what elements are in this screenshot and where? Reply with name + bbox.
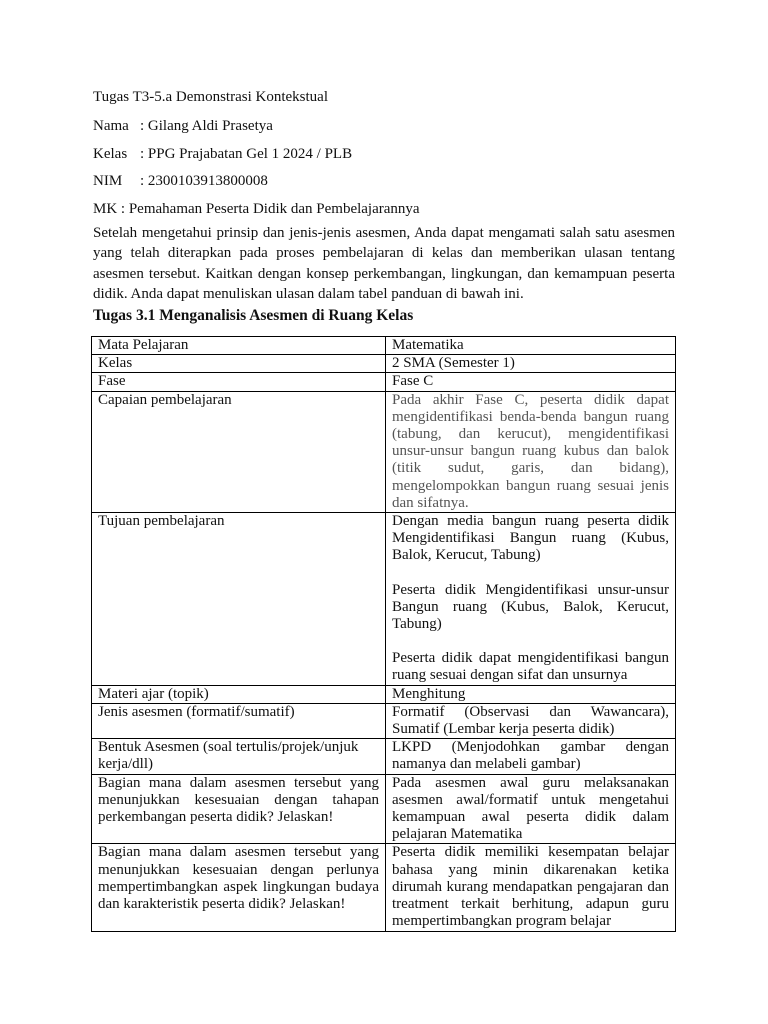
- row-label: Mata Pelajaran: [92, 337, 386, 355]
- row-value: Peserta didik memiliki kesempatan belajar bahasa yang minin dikarenakan ketika dirumah kurang mendapatkan pengajaran dan treatment terkait berhitung, adapun guru mempertimbangkan program belajar: [386, 844, 676, 931]
- name-label: Nama: [93, 118, 129, 134]
- class-label: Kelas: [93, 146, 128, 162]
- objective-1: Dengan media bangun ruang peserta didik Mengidentifikasi Bangun ruang (Kubus, Balok, Kerucut, Tabung): [392, 513, 669, 564]
- table-row: [92, 513, 676, 686]
- intro-paragraph: Setelah mengetahui prinsip dan jenis-jenis asesmen, Anda dapat mengamati salah satu asesmen yang telah diterapkan pada proses pembelajaran di kelas dan memberikan ulasan tentang asesmen tersebut. Kaitkan dengan konsep perkembangan, lingkungan, dan kemampuan peserta didik. Anda dapat menuliskan ulasan dalam tabel panduan di bawah ini.: [93, 225, 675, 303]
- row-value-group: [386, 513, 676, 686]
- row-label: Jenis asesmen (formatif/sumatif): [92, 703, 386, 738]
- table-row: [92, 373, 676, 391]
- row-label: Kelas: [92, 355, 386, 373]
- table-row: [92, 391, 676, 512]
- nim-label: NIM: [93, 173, 123, 189]
- row-value: 2 SMA (Semester 1): [386, 355, 676, 373]
- row-value: LKPD (Menjodohkan gambar dengan namanya dan melabeli gambar): [386, 739, 676, 774]
- row-value: Menghitung: [386, 685, 676, 703]
- row-label: Bagian mana dalam asesmen tersebut yang menunjukkan kesesuaian dengan perlunya mempertimbangkan aspek lingkungan budaya dan karakteristik peserta didik? Jelaskan!: [92, 844, 386, 931]
- course-line: MK : Pemahaman Peserta Didik dan Pembelajarannya: [93, 201, 420, 217]
- nim-line: [93, 172, 268, 191]
- row-label: Bagian mana dalam asesmen tersebut yang menunjukkan kesesuaian dengan tahapan perkembangan peserta didik? Jelaskan!: [92, 774, 386, 844]
- objective-3: Peserta didik dapat mengidentifikasi bangun ruang sesuai dengan sifat dan unsurnya: [392, 650, 669, 684]
- class-value: : PPG Prajabatan Gel 1 2024 / PLB: [140, 146, 353, 162]
- table-row: [92, 844, 676, 931]
- section-title: Tugas 3.1 Menganalisis Asesmen di Ruang Kelas: [93, 307, 414, 324]
- row-value: Formatif (Observasi dan Wawancara), Sumatif (Lembar kerja peserta didik): [386, 703, 676, 738]
- name-value: : Gilang Aldi Prasetya: [140, 118, 273, 134]
- nim-value: : 2300103913800008: [140, 173, 268, 189]
- row-value: Matematika: [386, 337, 676, 355]
- name-line: [93, 117, 273, 136]
- row-label: Bentuk Asesmen (soal tertulis/projek/unjuk kerja/dll): [92, 739, 386, 774]
- table-row: [92, 774, 676, 844]
- row-label: Fase: [92, 373, 386, 391]
- table-row: [92, 355, 676, 373]
- objective-2: Peserta didik Mengidentifikasi unsur-unsur Bangun ruang (Kubus, Balok, Kerucut, Tabung): [392, 581, 669, 633]
- row-value: Fase C: [386, 373, 676, 391]
- table-row: [92, 703, 676, 738]
- row-label: Tujuan pembelajaran: [92, 513, 386, 686]
- row-value: Pada akhir Fase C, peserta didik dapat mengidentifikasi benda-benda bangun ruang (tabung, dan kerucut), mengidentifikasi unsur-unsur bangun ruang kubus dan balok (titik sudut, garis, dan bidang), mengelompokkan bangun ruang sesuai jenis dan sifatnya.: [386, 391, 676, 512]
- row-label: Materi ajar (topik): [92, 685, 386, 703]
- class-line: [93, 145, 352, 164]
- table-row: [92, 337, 676, 355]
- row-label: Capaian pembelajaran: [92, 391, 386, 512]
- row-value: Pada asesmen awal guru melaksanakan asesmen awal/formatif untuk mengetahui kemampuan awal peserta didik dalam pelajaran Matematika: [386, 774, 676, 844]
- assessment-table: [91, 336, 676, 932]
- assignment-title: Tugas T3-5.a Demonstrasi Kontekstual: [93, 89, 328, 105]
- table-row: [92, 685, 676, 703]
- table-row: [92, 739, 676, 774]
